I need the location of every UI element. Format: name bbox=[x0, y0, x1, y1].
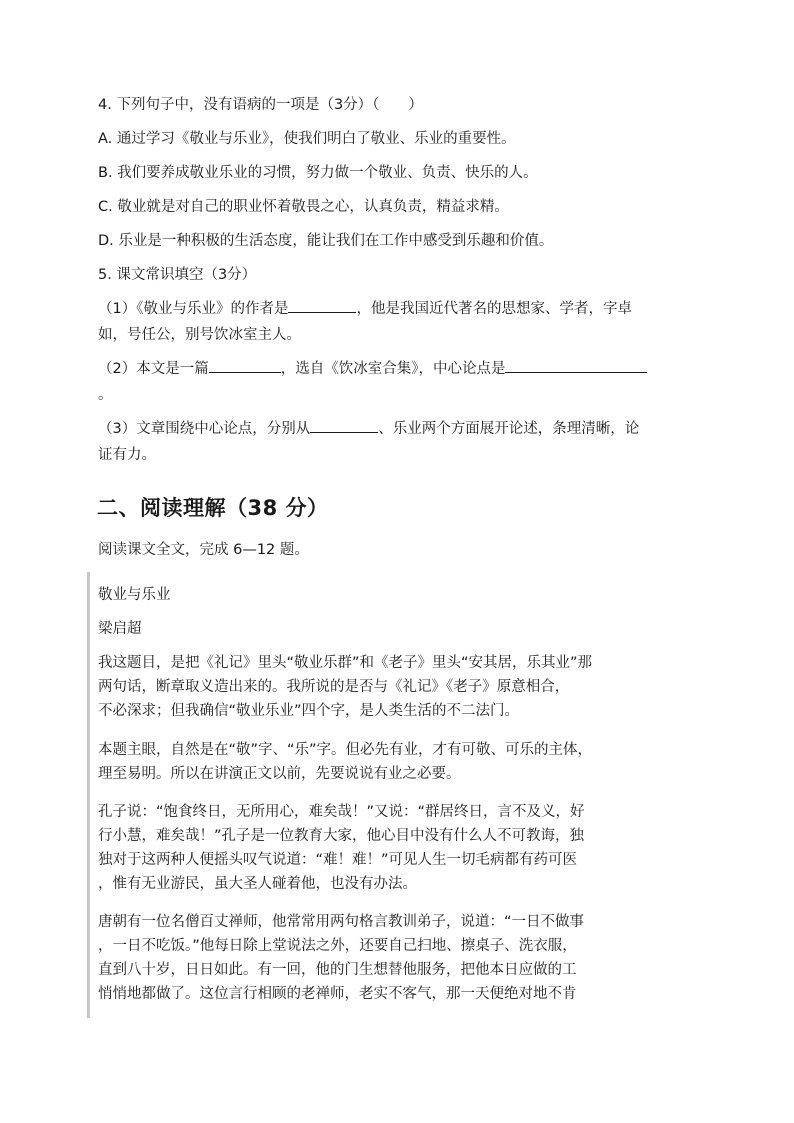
fill-item-2-text-b: ，选自《饮冰室合集》，中心论点是 bbox=[280, 361, 506, 377]
section-heading: 二、阅读理解（38 分） bbox=[97, 496, 329, 520]
passage-title: 敬业与乐业 bbox=[98, 587, 171, 603]
quote-bar bbox=[87, 572, 90, 1018]
passage-paragraph-4 bbox=[98, 910, 638, 1006]
passage-line: ，一日不吃饭。”他每日除上堂说法之外，还要自己扫地、擦桌子、洗衣服， bbox=[98, 938, 577, 954]
answer-blank[interactable] bbox=[209, 357, 281, 373]
answer-blank[interactable] bbox=[288, 297, 356, 313]
fill-item-2 bbox=[98, 356, 690, 408]
option-d: D. 乐业是一种积极的生活态度，能让我们在工作中感受到乐趣和价值。 bbox=[98, 233, 554, 249]
passage-line: 唐朝有一位名僧百丈禅师，他常常用两句格言教训弟子，说道：“一日不做事 bbox=[98, 914, 585, 930]
answer-blank[interactable] bbox=[310, 417, 378, 433]
passage-line: 两句话，断章取义造出来的。我所说的是否与《礼记》《老子》原意相合， bbox=[98, 679, 570, 695]
passage-line: 悄悄地都做了。这位言行相顾的老禅师，老实不客气，那一天便绝对地不肯 bbox=[98, 986, 577, 1002]
section-intro: 阅读课文全文，完成 6—12 题。 bbox=[98, 542, 309, 558]
passage-line: ，惟有无业游民，虽大圣人碰着他，也没有办法。 bbox=[98, 876, 417, 892]
question-4-title: 4. 下列句子中，没有语病的一项是（3分）（ ） bbox=[98, 97, 423, 113]
fill-item-1 bbox=[98, 296, 690, 348]
fill-item-1-text-b: ，他是我国近代著名的思想家、学者，字卓 bbox=[356, 301, 632, 317]
fill-item-3-text-a: （3）文章围绕中心论点，分别从 bbox=[98, 421, 311, 437]
option-b: B. 我们要养成敬业乐业的习惯，努力做一个敬业、负责、快乐的人。 bbox=[98, 165, 538, 181]
passage-paragraph-2 bbox=[98, 738, 638, 786]
passage-paragraph-1 bbox=[98, 651, 638, 723]
passage-line: 我这题目，是把《礼记》里头“敬业乐群”和《老子》里头“安其居，乐其业”那 bbox=[98, 655, 593, 671]
fill-item-3-text-b: 、乐业两个方面展开论述，条理清晰，论 bbox=[378, 421, 640, 437]
passage-line: 本题主眼，自然是在“敬”字、“乐”字。但必先有业，才有可敬、可乐的主体， bbox=[98, 742, 593, 758]
answer-blank[interactable] bbox=[505, 357, 647, 373]
fill-item-1-text-a: （1）《敬业与乐业》的作者是 bbox=[98, 301, 289, 317]
option-c: C. 敬业就是对自己的职业怀着敬畏之心，认真负责，精益求精。 bbox=[98, 199, 509, 215]
fill-item-2-text-a: （2）本文是一篇 bbox=[98, 361, 209, 377]
passage-line: 孔子说：“饱食终日，无所用心，难矣哉！”又说：“群居终日，言不及义，好 bbox=[98, 804, 585, 820]
fill-item-3 bbox=[98, 416, 690, 468]
fill-item-2-text-c: 。 bbox=[98, 387, 113, 403]
passage-line: 理至易明。所以在讲演正文以前，先要说说有业之必要。 bbox=[98, 766, 461, 782]
passage-line: 不必深求；但我确信“敬业乐业”四个字，是人类生活的不二法门。 bbox=[98, 703, 520, 719]
fill-item-1-text-c: 如，号任公，别号饮冰室主人。 bbox=[98, 327, 301, 343]
passage-paragraph-3 bbox=[98, 800, 638, 896]
passage-line: 行小慧，难矣哉！”孔子是一位教育大家，他心目中没有什么人不可教诲，独 bbox=[98, 828, 585, 844]
option-a: A. 通过学习《敬业与乐业》，使我们明白了敬业、乐业的重要性。 bbox=[98, 131, 516, 147]
passage-line: 独对于这两种人便摇头叹气说道：“难！难！”可见人生一切毛病都有药可医 bbox=[98, 852, 578, 868]
question-5-title: 5. 课文常识填空（3分） bbox=[98, 267, 257, 283]
passage-line: 直到八十岁，日日如此。有一回，他的门生想替他服务，把他本日应做的工 bbox=[98, 962, 577, 978]
passage-author: 梁启超 bbox=[98, 621, 142, 637]
fill-item-3-text-c: 证有力。 bbox=[98, 447, 156, 463]
